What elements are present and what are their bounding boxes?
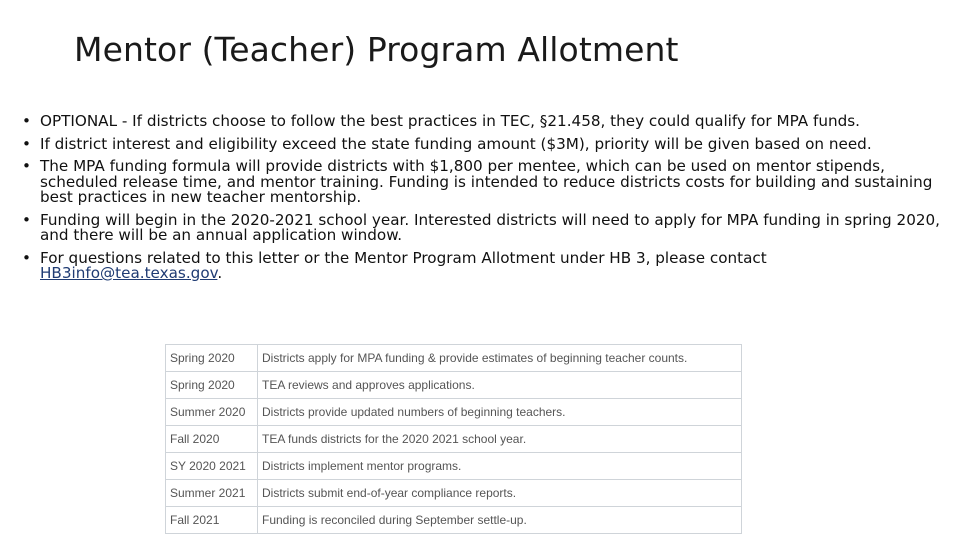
- table-row: [166, 507, 742, 534]
- bullet-item: [22, 248, 942, 282]
- action-cell: TEA funds districts for the 2020 2021 school year.: [258, 426, 742, 453]
- action-cell: Districts submit end-of-year compliance reports.: [258, 480, 742, 507]
- table-row: [166, 426, 742, 453]
- period-cell: Spring 2020: [166, 372, 258, 399]
- bullet-text: [40, 248, 942, 282]
- bullet-text: Funding will begin in the 2020-2021 school year. Interested districts will need to apply for MPA funding in spring 2020, and there will be an annual application window.: [40, 210, 941, 244]
- contact-suffix: .: [217, 264, 223, 282]
- action-cell: Districts apply for MPA funding & provide estimates of beginning teacher counts.: [258, 345, 742, 372]
- period-cell: Spring 2020: [166, 345, 258, 372]
- bullet-list: [22, 114, 942, 289]
- bullet-icon: •: [22, 157, 31, 175]
- bullet-icon: •: [22, 210, 31, 229]
- contact-text: For questions related to this letter or the Mentor Program Allotment under HB 3, please contact: [40, 248, 767, 267]
- bullet-text: If district interest and eligibility exceed the state funding amount ($3M), priority will be given based on need.: [40, 134, 872, 153]
- action-cell: Districts provide updated numbers of beginning teachers.: [258, 399, 742, 426]
- period-cell: Summer 2020: [166, 399, 258, 426]
- table-row: [166, 453, 742, 480]
- period-cell: SY 2020 2021: [166, 453, 258, 480]
- bullet-icon: •: [22, 112, 31, 130]
- period-cell: Fall 2020: [166, 426, 258, 453]
- bullet-item: [22, 114, 942, 130]
- action-cell: TEA reviews and approves applications.: [258, 372, 742, 399]
- bullet-icon: •: [22, 134, 31, 153]
- bullet-text: The MPA funding formula will provide districts with $1,800 per mentee, which can be used on mentor stipends, scheduled release time, and mentor training. Funding is intended to reduce districts costs for building and sustaining best practices in new teacher mentorship.: [40, 157, 933, 206]
- table-row: [166, 399, 742, 426]
- timeline-table: [165, 344, 742, 534]
- table-row: [166, 480, 742, 507]
- action-cell: Funding is reconciled during September settle-up.: [258, 507, 742, 534]
- bullet-item: [22, 134, 942, 153]
- bullet-text: OPTIONAL - If districts choose to follow the best practices in TEC, §21.458, they could qualify for MPA funds.: [40, 112, 860, 130]
- period-cell: Summer 2021: [166, 480, 258, 507]
- slide-title: Mentor (Teacher) Program Allotment: [74, 30, 679, 69]
- period-cell: Fall 2021: [166, 507, 258, 534]
- bullet-icon: •: [22, 248, 31, 267]
- table-row: [166, 372, 742, 399]
- bullet-item: [22, 210, 942, 244]
- contact-email-link[interactable]: HB3info@tea.texas.gov: [40, 264, 218, 282]
- table-row: [166, 345, 742, 372]
- bullet-item: [22, 159, 942, 206]
- action-cell: Districts implement mentor programs.: [258, 453, 742, 480]
